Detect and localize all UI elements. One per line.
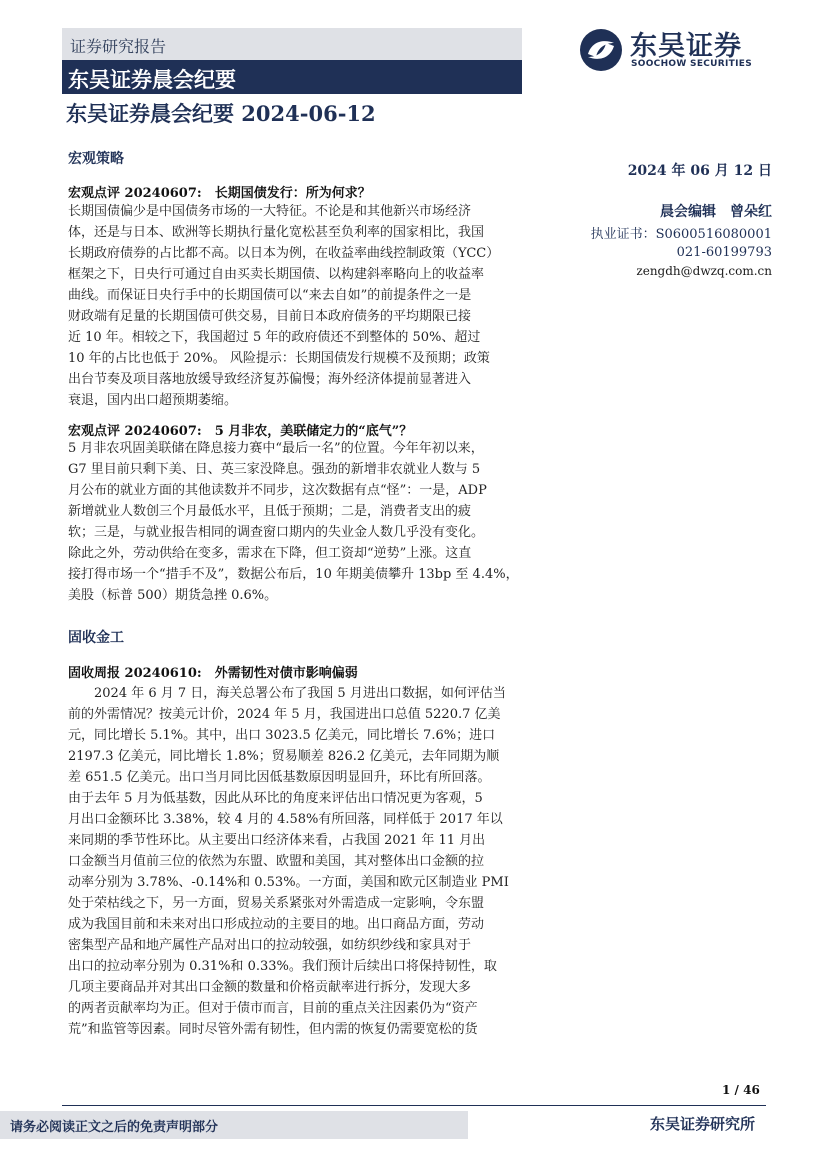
body-line: 动率分别为 3.78%、-0.14%和 0.53%。一方面，美国和欧元区制造业 PMI [68,875,509,890]
body-line: 前的外需情况？按美元计价，2024 年 5 月，我国进出口总值 5220.7 亿美 [68,707,501,722]
body-line: 除此之外，劳动供给在变多，需求在下降，但工资却“逆势”上涨。这直 [68,546,472,561]
logo-english-name: SOOCHOW SECURITIES [631,59,752,69]
body-line: 接打得市场一个“措手不及”，数据公布后，10 年期美债攀升 13bp 至 4.4%， [68,567,519,582]
contact-email: zengdh@dwzq.com.cn [636,264,772,278]
license-number: 执业证书：S0600516080001 [590,227,772,242]
logo-mark-icon [578,27,624,73]
body-line: 处于荣枯线之下，另一方面，贸易关系紧张对外需造成一定影响，令东盟 [68,896,485,911]
body-line: 衰退，国内出口超预期萎缩。 [68,393,238,408]
section-heading-fixed-income: 固收金工 [68,630,124,646]
body-line: 密集型产品和地产属性产品对出口的拉动较强，如纺织纱线和家具对于 [68,938,472,953]
body-line: 2024 年 6 月 7 日，海关总署公布了我国 5 月进出口数据，如何评估当 [68,686,506,701]
document-title: 东吴证券晨会纪要 2024-06-12 [66,101,376,126]
body-line: 长期国债偏少是中国债务市场的一大特征。不论是和其他新兴市场经济 [68,204,472,219]
body-line: 近 10 年。相较之下，我国超过 5 年的政府债还不到整体的 50%、超过 [68,330,481,345]
body-line: 出口的拉动率分别为 0.31%和 0.33%。我们预计后续出口将保持韧性，取 [68,959,497,974]
series-name-label: 东吴证券晨会纪要 [68,67,236,92]
body-line: 月出口金额环比 3.38%，较 4 月的 4.58%有所回落，同样低于 2017 年以 [68,812,503,827]
footer-divider [62,1105,766,1106]
body-line: 软；三是，与就业报告相同的调查窗口期内的失业金人数几乎没有变化。 [68,525,485,540]
body-line: 财政端有足量的长期国债可供交易，目前日本政府债务的平均期限已接 [68,309,472,324]
body-line: 的两者贡献率均为正。但对于债市而言，目前的重点关注因素仍为“资产 [68,1001,478,1016]
body-line: 曲线。而保证日央行手中的长期国债可以“来去自如”的前提条件之一是 [68,288,472,303]
article-body-nonfarm [68,438,522,606]
logo-chinese-name: 东吴证券 [630,31,742,62]
editor-name: 晨会编辑 曾朵红 [660,204,772,220]
body-line: 荒”和监管等因素。同时尽管外需有韧性，但内需的恢复仍需要宽松的货 [68,1022,478,1037]
body-line: 框架之下，日央行可通过自由买卖长期国债、以构建斜率略向上的收益率 [68,267,485,282]
page-number: 1 / 46 [722,1083,760,1097]
body-line: 美股（标普 500）期货急挫 0.6%。 [68,588,278,603]
body-line: G7 里目前只剩下美、日、英三家没降息。强劲的新增非农就业人数与 5 [68,462,481,477]
disclaimer-bar [0,1111,468,1139]
series-name-bar [62,60,522,94]
body-line: 成为我国目前和未来对出口形成拉动的主要目的地。出口商品方面，劳动 [68,917,485,932]
body-line: 体，还是与日本、欧洲等长期执行量化宽松甚至负利率的国家相比，我国 [68,225,485,240]
contact-phone: 021-60199793 [676,245,772,260]
body-line: 几项主要商品并对其出口金额的数量和价格贡献率进行拆分，发现大多 [68,980,472,995]
body-line: 来同期的季节性环比。从主要出口经济体来看，占我国 2021 年 11 月出 [68,833,486,848]
article-body-long-bond [68,201,522,411]
report-date: 2024 年 06 月 12 日 [627,163,772,179]
body-line: 5 月非农巩固美联储在降息接力赛中“最后一名”的位置。今年年初以来， [68,441,484,456]
body-line: 新增就业人数创三个月最低水平，且低于预期；二是，消费者支出的疲 [68,504,472,519]
body-line: 月公布的就业方面的其他读数并不同步，这次数据有点“怪”：一是，ADP [68,483,487,498]
company-logo [578,26,763,74]
article-title-external-demand: 固收周报 20240610: 外需韧性对债市影响偏弱 [68,666,358,681]
body-line: 差 651.5 亿美元。出口当月同比因低基数原因明显回升，环比有所回落。 [68,770,491,785]
article-title-nonfarm: 宏观点评 20240607: 5 月非农，美联储定力的“底气”？ [68,424,413,439]
report-type-label: 证券研究报告 [70,37,167,56]
disclaimer-text: 请务必阅读正文之后的免责声明部分 [10,1120,219,1135]
institute-name: 东吴证券研究所 [650,1115,756,1133]
article-body-external-demand [68,683,522,1040]
body-line: 出台节奏及项目落地放缓导致经济复苏偏慢；海外经济体提前显著进入 [68,372,472,387]
body-line: 长期政府债券的占比都不高。以日本为例，在收益率曲线控制政策（YCC） [68,246,500,261]
body-line: 2197.3 亿美元，同比增长 1.8%；贸易顺差 826.2 亿美元，去年同期为顺 [68,749,500,764]
article-title-long-bond: 宏观点评 20240607: 长期国债发行：所为何求？ [68,186,371,201]
body-line: 由于去年 5 月为低基数，因此从环比的角度来评估出口情况更为客观，5 [68,791,483,806]
report-type-bar [62,28,522,60]
section-heading-macro: 宏观策略 [68,151,124,167]
body-line: 元，同比增长 5.1%。其中，出口 3023.5 亿美元，同比增长 7.6%；进口 [68,728,496,743]
body-line: 10 年的占比也低于 20%。 风险提示：长期国债发行规模不及预期；政策 [68,351,490,366]
body-line: 口金额当月值前三位的依然为东盟、欧盟和美国，其对整体出口金额的拉 [68,854,485,869]
